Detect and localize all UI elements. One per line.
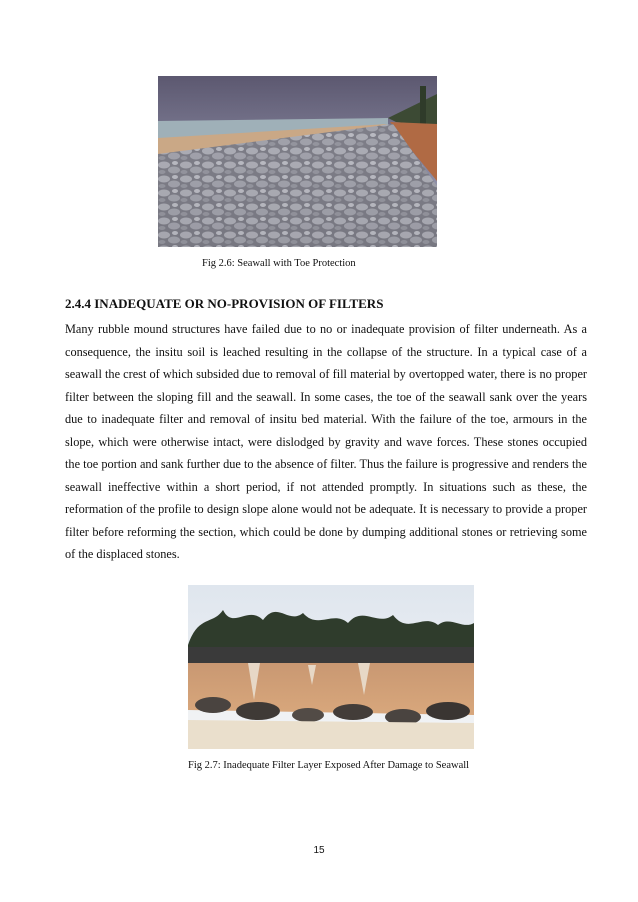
figure-caption: Fig 2.7: Inadequate Filter Layer Exposed After Damage to Seawall	[188, 760, 470, 771]
page-number: 15	[313, 845, 325, 856]
body-paragraph: Many rubble mound structures have failed due to no or inadequate provision of filter underneath. As a consequence, the insitu soil is leached resulting in the collapse of the structure. In a typical case of a seawall the crest of which subsided due to removal of fill material by overtopped water, there is no proper filter between the sloping fill and the seawall. In some cases, the toe of the seawall sank over the years due to inadequate filter and removal of insitu bed material. With the failure of the toe, armours in the slope, which were otherwise intact, were dislodged by gravity and wave forces. These stones occupied the toe portion and sank further due to the absence of filter. Thus the failure is progressive and renders the seawall ineffective within a short period, if not attended promptly. In situations such as these, the reformation of the profile to design slope alone would not be adequate. It is necessary to provide a proper filter before reforming the section, which could be done by dumping additional stones or retrieving some of the displaced stones.	[65, 322, 587, 561]
figure-damaged-seawall	[188, 585, 474, 749]
figure-seawall-toe-protection	[158, 76, 437, 247]
seawall-photo	[158, 76, 437, 247]
damaged-seawall-photo	[188, 585, 474, 749]
section-heading: 2.4.4 INADEQUATE OR NO-PROVISION OF FILTERS	[65, 296, 384, 311]
figure-caption: Fig 2.6: Seawall with Toe Protection	[202, 258, 356, 269]
